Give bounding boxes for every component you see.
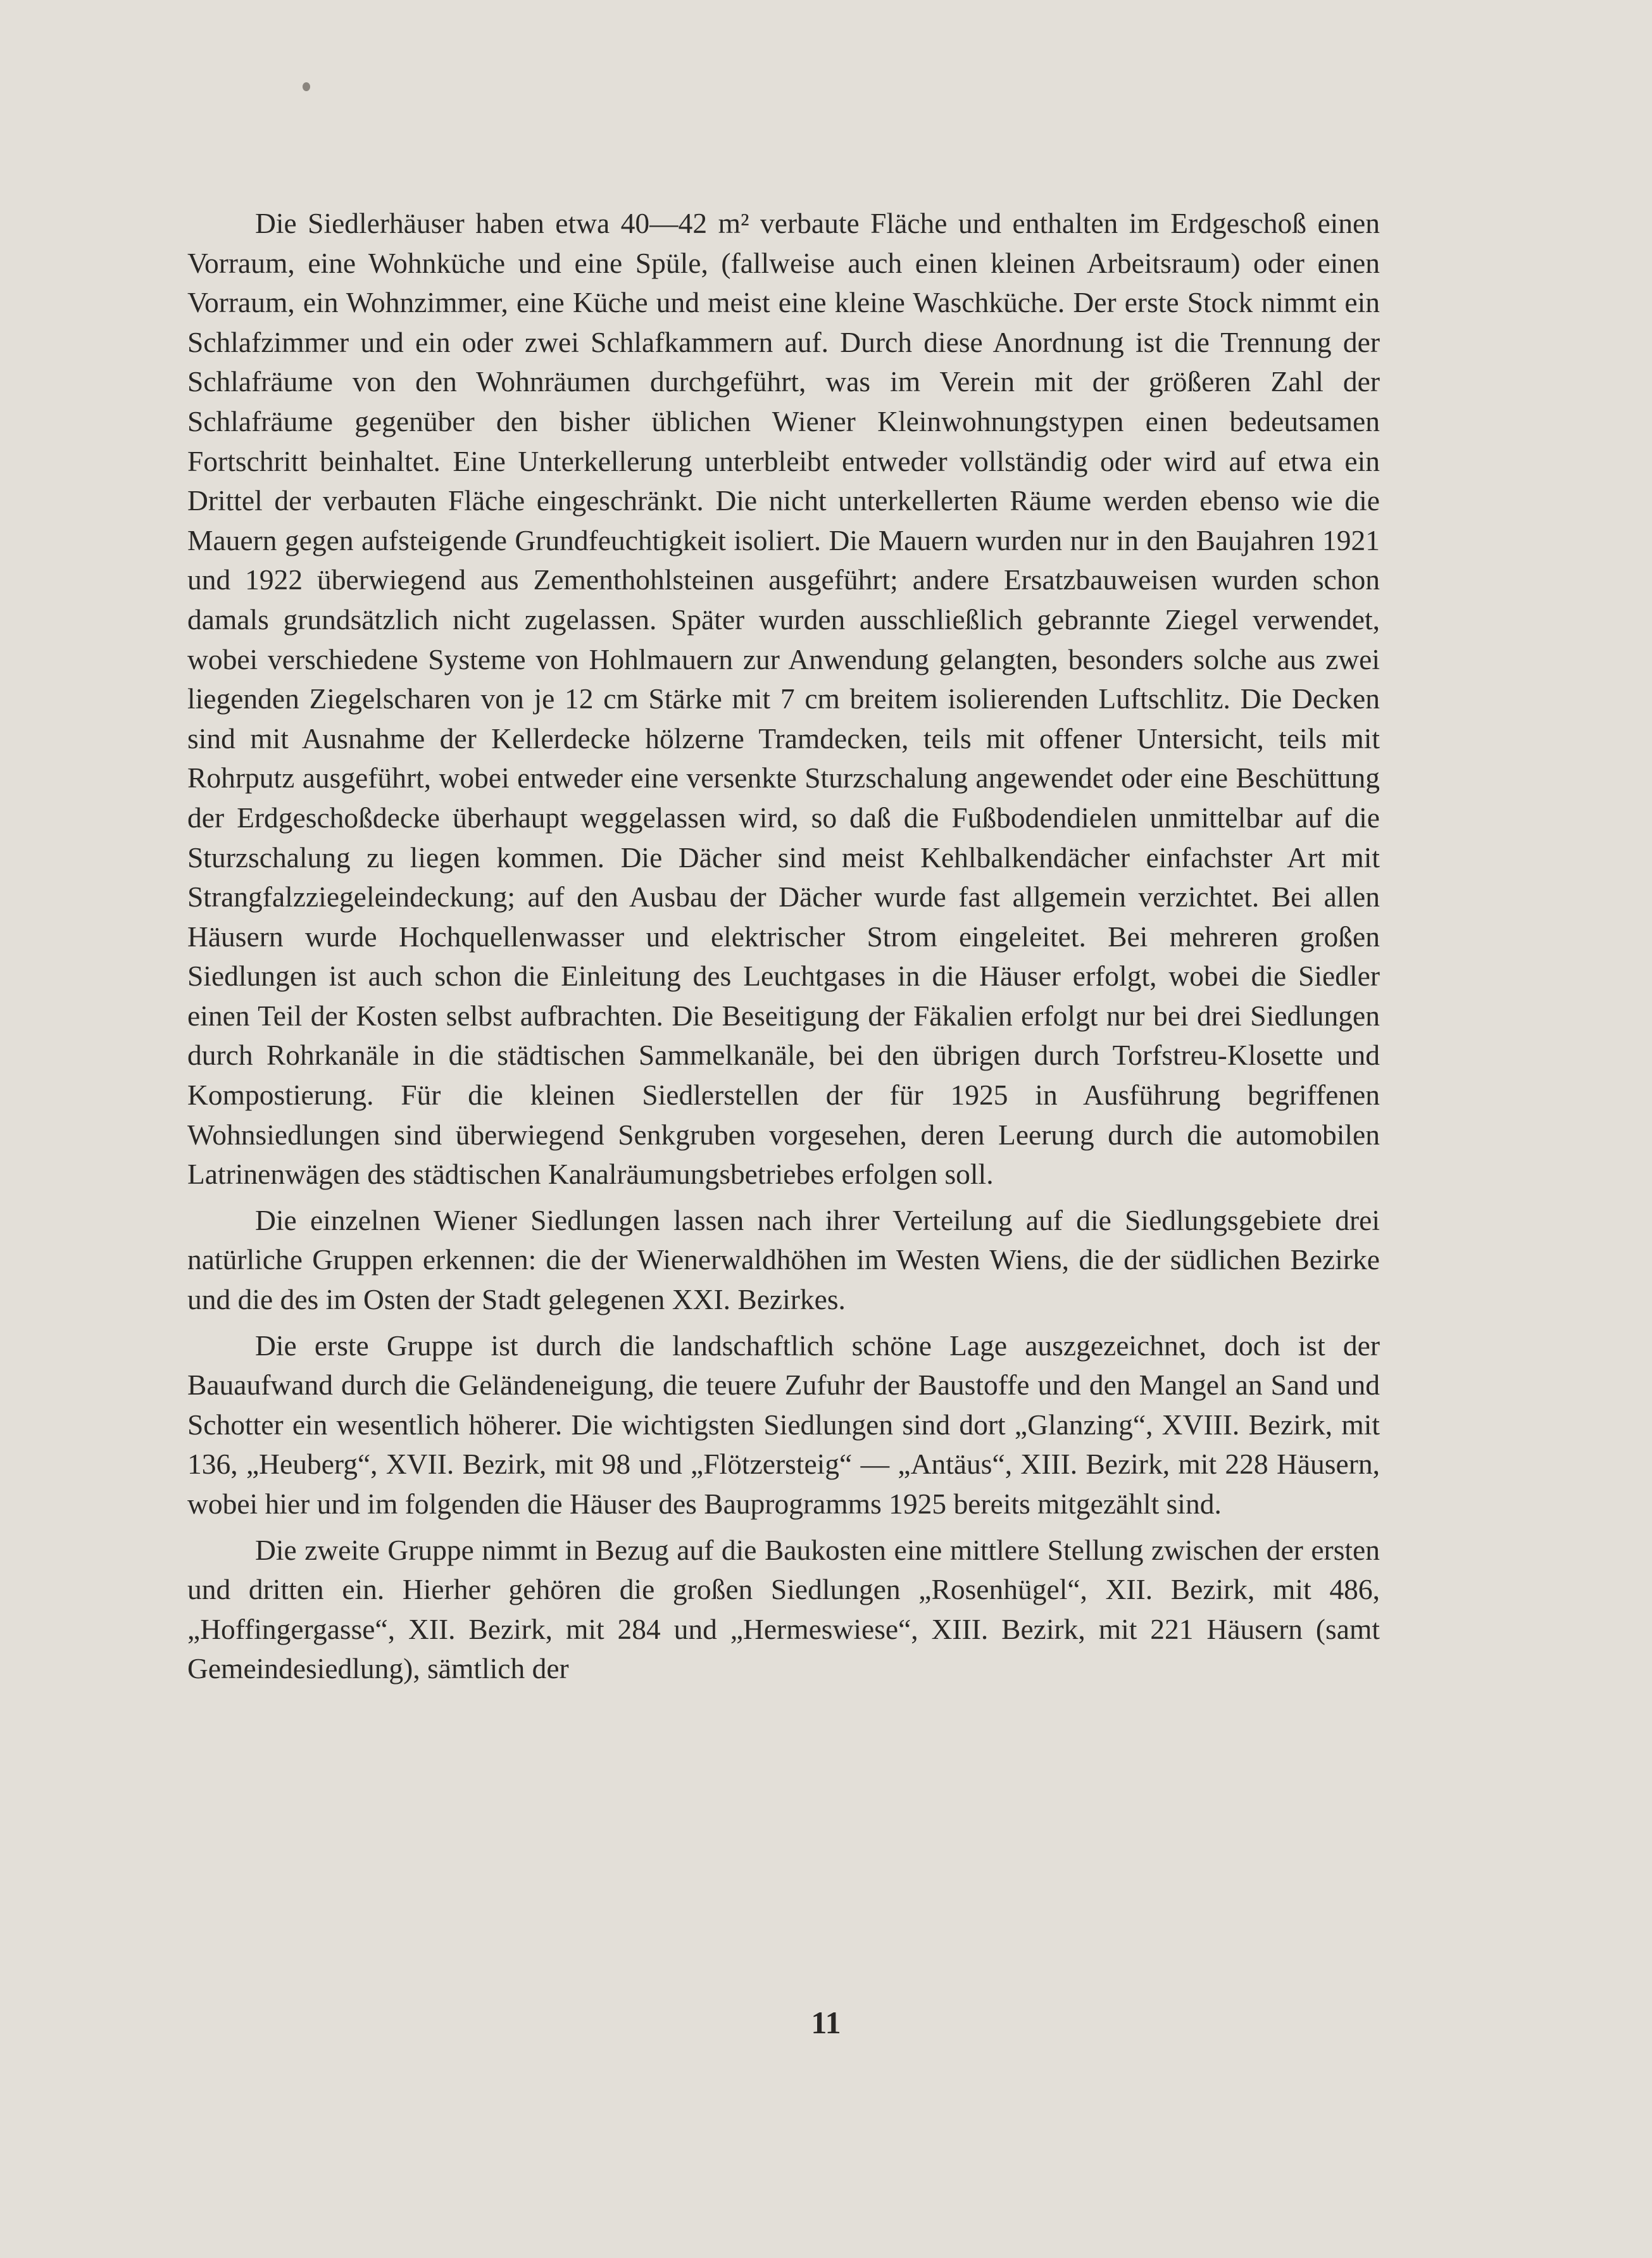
paragraph-3: Die erste Gruppe ist durch die landschaftlich schöne Lage auszgezeichnet, doch ist der Bauaufwand durch die Geländeneigung, die teuere Zufuhr der Baustoffe und den Mangel an Sand und Schotter ein wesentlich höherer. Die wichtigsten Siedlungen sind dort „Glanzing“, XVIII. Bezirk, mit 136, „Heuberg“, XVII. Bezirk, mit 98 und „Flötzersteig“ — „Antäus“, XIII. Bezirk, mit 228 Häusern, wobei hier und im folgenden die Häuser des Bauprogramms 1925 bereits mitgezählt sind. — [187, 1329, 1380, 1520]
paragraph-1: Die Siedlerhäuser haben etwa 40—42 m² verbaute Fläche und enthalten im Erdgeschoß einen Vorraum, eine Wohnküche und eine Spüle, (fallweise auch einen kleinen Arbeitsraum) oder einen Vorraum, ein Wohnzimmer, eine Küche und meist eine kleine Waschküche. Der erste Stock nimmt ein Schlafzimmer und ein oder zwei Schlafkammern auf. Durch diese Anordnung ist die Trennung der Schlafräume von den Wohnräumen durchgeführt, was im Verein mit der größeren Zahl der Schlafräume gegenüber den bisher üblichen Wiener Kleinwohnungstypen einen bedeutsamen Fortschritt beinhaltet. Eine Unterkellerung unterbleibt entweder vollständig oder wird auf etwa ein Drittel der verbauten Fläche eingeschränkt. Die nicht unterkellerten Räume werden ebenso wie die Mauern gegen aufsteigende Grundfeuchtigkeit isoliert. Die Mauern wurden nur in den Baujahren 1921 und 1922 überwiegend aus Zementhohlsteinen ausgeführt; andere Ersatzbauweisen wurden schon damals grundsätzlich nicht zugelassen. Später wurden ausschließlich gebrannte Ziegel verwendet, wobei verschiedene Systeme von Hohlmauern zur Anwendung gelangten, besonders solche aus zwei liegenden Ziegelscharen von je 12 cm Stärke mit 7 cm breitem isolierenden Luftschlitz. Die Decken sind mit Ausnahme der Kellerdecke hölzerne Tramdecken, teils mit offener Untersicht, teils mit Rohrputz ausgeführt, wobei entweder eine versenkte Sturzschalung angewendet oder eine Beschüttung der Erdgeschoßdecke überhaupt weggelassen wird, so daß die Fußbodendielen unmittelbar auf die Sturzschalung zu liegen kommen. Die Dächer sind meist Kehlbalkendächer einfachster Art mit Strangfalzziegeleindeckung; auf den Ausbau der Dächer wurde fast allgemein verzichtet. Bei allen Häusern wurde Hochquellenwasser und elektrischer Strom eingeleitet. Bei mehreren großen Siedlungen ist auch schon die Einleitung des Leuchtgases in die Häuser erfolgt, wobei die Siedler einen Teil der Kosten selbst aufbrachten. Die Beseitigung der Fäkalien erfolgt nur bei drei Siedlungen durch Rohrkanäle in die städtischen Sammelkanäle, bei den übrigen durch Torfstreu-Klosette und Kompostierung. Für die kleinen Siedlerstellen der für 1925 in Ausführung begriffenen Wohnsiedlungen sind überwiegend Senkgruben vorgesehen, deren Leerung durch die automobilen Latrinenwägen des städtischen Kanalräumungsbetriebes erfolgen soll. — [187, 207, 1380, 1191]
page-number: 11 — [811, 2005, 841, 2040]
paragraph-4: Die zweite Gruppe nimmt in Bezug auf die Baukosten eine mittlere Stellung zwischen der ersten und dritten ein. Hierher gehören die großen Siedlungen „Rosenhügel“, XII. Bezirk, mit 486, „Hoffingergasse“, XII. Bezirk, mit 284 und „Hermeswiese“, XIII. Bezirk, mit 221 Häusern (samt Gemeindesiedlung), sämtlich der — [187, 1533, 1380, 1685]
paragraph-2: Die einzelnen Wiener Siedlungen lassen nach ihrer Verteilung auf die Siedlungsgebiete drei natürliche Gruppen erkennen: die der Wienerwaldhöhen im Westen Wiens, die der südlichen Bezirke und die des im Osten der Stadt gelegenen XXI. Bezirkes. — [187, 1203, 1380, 1316]
body-text — [187, 204, 1380, 1689]
ink-speck — [303, 82, 310, 91]
